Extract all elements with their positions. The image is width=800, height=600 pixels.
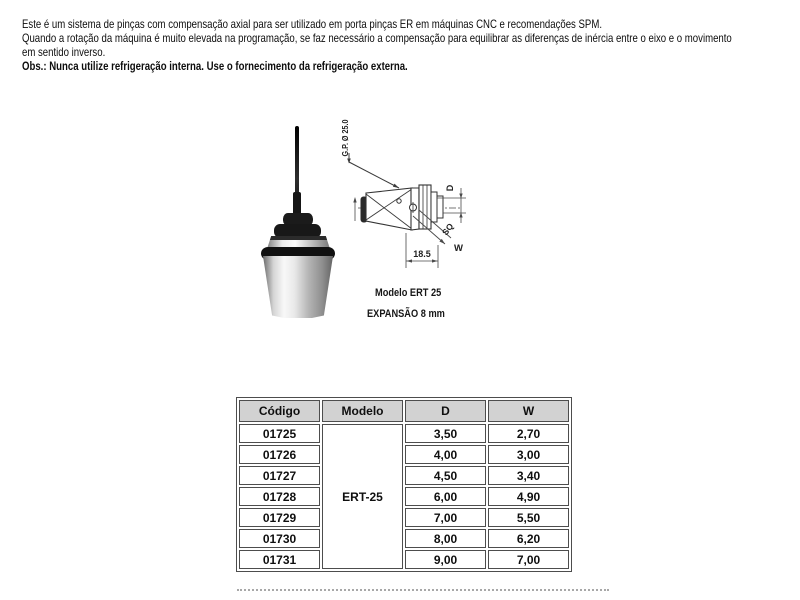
cell-codigo: 01726: [239, 445, 320, 464]
caption-expansion: EXPANSÃO 8 mm: [367, 308, 445, 320]
cell-w: 4,90: [488, 487, 569, 506]
spec-table: [236, 397, 572, 572]
table-row: [239, 508, 569, 527]
cell-w: 3,40: [488, 466, 569, 485]
table-row: [239, 487, 569, 506]
caption-model: Modelo ERT 25: [375, 287, 442, 299]
cell-codigo: 01728: [239, 487, 320, 506]
table-row: [239, 424, 569, 443]
label-d: D: [445, 184, 455, 192]
cell-codigo: 01727: [239, 466, 320, 485]
intro-line-2: Quando a rotação da máquina é muito elevada na programação, se faz necessário a compensação para equilibrar as diferenças de inércia entre o eixo e o movimento: [22, 31, 732, 45]
header-d: D: [405, 400, 486, 422]
cell-d: 9,00: [405, 550, 486, 569]
collet-cap-disc-large: [274, 224, 321, 238]
header-codigo: Código: [239, 400, 320, 422]
cell-codigo: 01725: [239, 424, 320, 443]
header-w: W: [488, 400, 569, 422]
label-gp-diameter: G.P. Ø 25.0: [340, 112, 350, 157]
collet-body-cone: [263, 256, 333, 318]
cell-w: 6,20: [488, 529, 569, 548]
table-row: [239, 466, 569, 485]
table-row: [239, 529, 569, 548]
intro-line-1: Este é um sistema de pinças com compensação axial para ser utilizado em porta pinças ER em máquinas CNC e recomendações SPM.: [22, 17, 602, 31]
cell-codigo: 01731: [239, 550, 320, 569]
dotted-separator: [237, 589, 609, 591]
intro-obs-note: Obs.: Nunca utilize refrigeração interna. Use o fornecimento da refrigeração externa.: [22, 59, 408, 73]
label-length: 18.5: [413, 249, 431, 259]
cell-w: 2,70: [488, 424, 569, 443]
label-w: W: [454, 243, 463, 254]
table-row: [239, 445, 569, 464]
cell-d: 3,50: [405, 424, 486, 443]
cell-d: 6,00: [405, 487, 486, 506]
collet-photo: [238, 118, 346, 320]
cell-codigo: 01730: [239, 529, 320, 548]
cell-w: 5,50: [488, 508, 569, 527]
label-sq: SQ: [439, 221, 456, 238]
table-header-row: [239, 400, 569, 422]
table-row: [239, 550, 569, 569]
cell-d: 7,00: [405, 508, 486, 527]
cell-d: 4,00: [405, 445, 486, 464]
cell-codigo: 01729: [239, 508, 320, 527]
header-modelo: Modelo: [322, 400, 403, 422]
cell-modelo: ERT-25: [322, 424, 403, 569]
technical-drawing: [335, 112, 475, 277]
cell-d: 8,00: [405, 529, 486, 548]
intro-text: [22, 17, 792, 73]
cell-w: 3,00: [488, 445, 569, 464]
cell-w: 7,00: [488, 550, 569, 569]
cell-d: 4,50: [405, 466, 486, 485]
intro-line-3: em sentido inverso.: [22, 45, 106, 59]
